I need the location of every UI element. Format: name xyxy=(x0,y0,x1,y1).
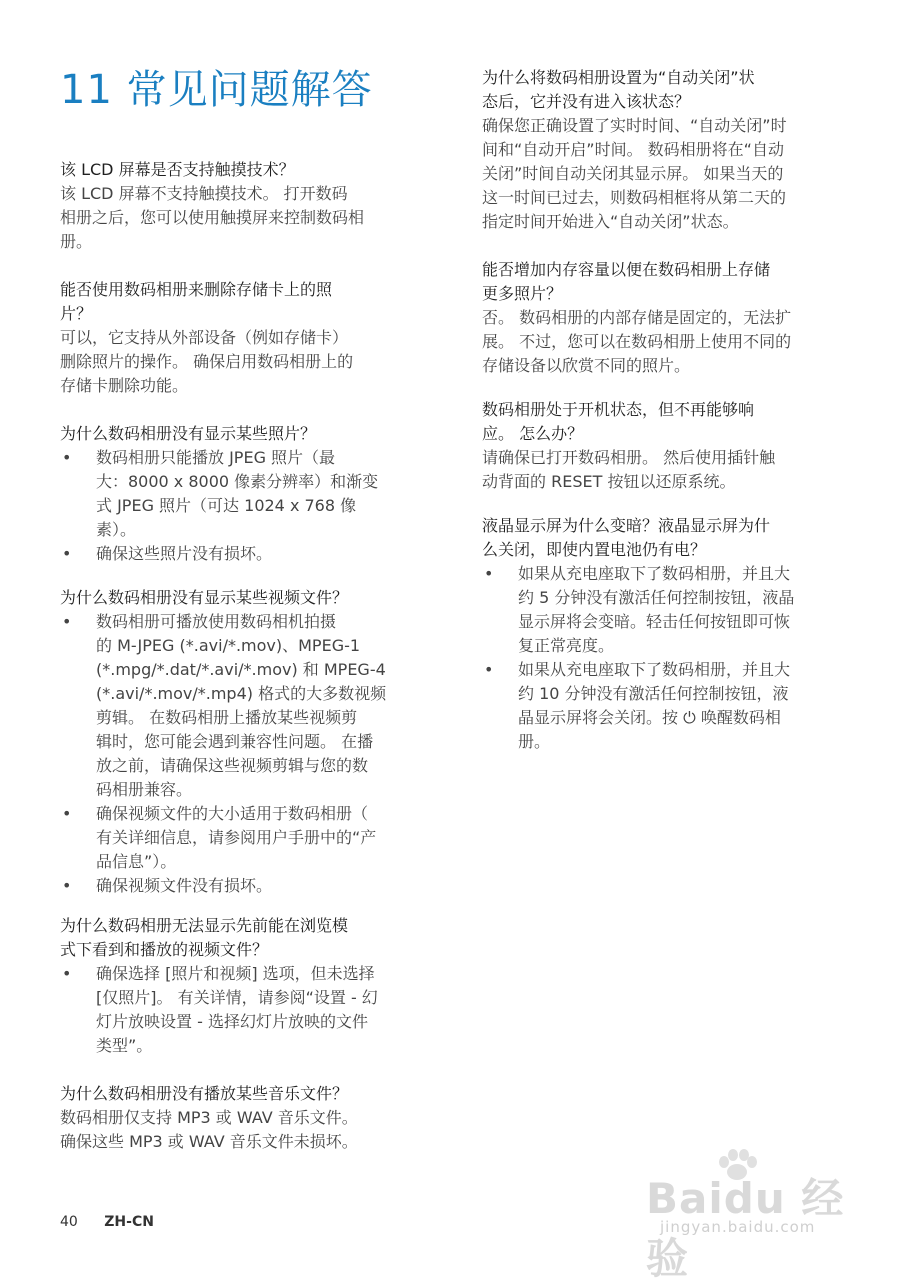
bullet-item xyxy=(60,874,430,898)
question-line: 液晶显示屏为什么变暗？液晶显示屏为什 xyxy=(482,516,771,535)
answer-line: 这一时间已过去，则数码相框将从第二天的 xyxy=(482,188,787,207)
bullet-line: 如果从充电座取下了数码相册，并且大 xyxy=(518,660,791,679)
faq-question xyxy=(482,514,852,562)
bullet-dot-icon: • xyxy=(62,612,72,631)
question-line: 式下看到和播放的视频文件？ xyxy=(60,940,269,959)
faq-question xyxy=(60,914,430,962)
faq-item xyxy=(60,158,430,254)
bullet-line: 剪辑。 在数码相册上播放某些视频剪 xyxy=(96,708,358,727)
question-line: 为什么数码相册没有显示某些照片？ xyxy=(60,424,317,443)
answer-line: 展。 不过，您可以在数码相册上使用不同的 xyxy=(482,332,792,351)
question-line: 该 LCD 屏幕是否支持触摸技术？ xyxy=(60,160,295,179)
faq-answer xyxy=(482,114,852,234)
answer-line: 指定时间开始进入“自动关闭”状态。 xyxy=(482,212,739,231)
bullet-list xyxy=(60,446,430,566)
bullet-line: 约 10 分钟没有激活任何控制按钮，液 xyxy=(518,684,789,703)
faq-question xyxy=(60,422,430,446)
bullet-line: 放之前，请确保这些视频剪辑与您的数 xyxy=(96,756,369,775)
bullet-line: 辑时，您可能会遇到兼容性问题。 在播 xyxy=(96,732,374,751)
faq-question xyxy=(60,1082,430,1106)
faq-item xyxy=(60,1082,430,1154)
faq-item xyxy=(60,422,430,566)
bullet-dot-icon: • xyxy=(484,564,494,583)
bullet-item xyxy=(60,962,430,1058)
faq-question xyxy=(60,586,430,610)
faq-item xyxy=(60,586,430,898)
bullet-line: 确保视频文件的大小适用于数码相册（ xyxy=(96,804,369,823)
answer-line: 存储卡删除功能。 xyxy=(60,376,189,395)
bullet-list xyxy=(60,962,430,1058)
answer-line: 相册之后，您可以使用触摸屏来控制数码相 xyxy=(60,208,365,227)
question-line: 数码相册处于开机状态，但不再能够响 xyxy=(482,400,755,419)
faq-question xyxy=(60,158,430,182)
answer-line: 否。 数码相册的内部存储是固定的，无法扩 xyxy=(482,308,792,327)
answer-line: 删除照片的操作。 确保启用数码相册上的 xyxy=(60,352,354,371)
faq-answer xyxy=(60,326,430,398)
bullet-line: 如果从充电座取下了数码相册，并且大 xyxy=(518,564,791,583)
bullet-item xyxy=(60,542,430,566)
bullet-line: 确保这些照片没有损坏。 xyxy=(96,544,273,563)
faq-answer xyxy=(482,306,852,378)
bullet-item xyxy=(482,562,852,658)
question-line: 态后，它并没有进入该状态？ xyxy=(482,92,691,111)
answer-line: 确保这些 MP3 或 WAV 音乐文件未损坏。 xyxy=(60,1132,358,1151)
faq-item xyxy=(60,278,430,398)
answer-line: 该 LCD 屏幕不支持触摸技术。 打开数码 xyxy=(60,184,348,203)
answer-line: 请确保已打开数码相册。 然后使用插针触 xyxy=(482,448,776,467)
question-line: 么关闭，即使内置电池仍有电？ xyxy=(482,540,707,559)
bullet-dot-icon: • xyxy=(62,804,72,823)
bullet-line: 册。 xyxy=(518,732,551,751)
question-line: 能否使用数码相册来删除存储卡上的照 xyxy=(60,280,333,299)
bullet-line: 品信息”）。 xyxy=(96,852,177,871)
bullet-dot-icon: • xyxy=(62,544,72,563)
faq-item xyxy=(482,514,852,754)
bullet-line: 大：8000 x 8000 像素分辨率）和渐变 xyxy=(96,472,379,491)
question-line: 更多照片？ xyxy=(482,284,563,303)
bullet-line: 灯片放映设置 - 选择幻灯片放映的文件 xyxy=(96,1012,368,1031)
bullet-line: 显示屏将会变暗。轻击任何按钮即可恢 xyxy=(518,612,791,631)
bullet-line: 数码相册只能播放 JPEG 照片（最 xyxy=(96,448,336,467)
question-line: 应。 怎么办？ xyxy=(482,424,584,443)
bullet-item xyxy=(60,802,430,874)
faq-item xyxy=(482,66,852,234)
faq-question xyxy=(482,398,852,446)
bullet-line: 类型”。 xyxy=(96,1036,153,1055)
watermark-logo: Baidu 经验 xyxy=(646,1174,845,1283)
question-line: 为什么数码相册没有播放某些音乐文件？ xyxy=(60,1084,349,1103)
bullet-item xyxy=(60,446,430,542)
bullet-line: (*.mpg/*.dat/*.avi/*.mov) 和 MPEG-4 xyxy=(96,660,386,679)
faq-question xyxy=(482,66,852,114)
answer-line: 数码相册仅支持 MP3 或 WAV 音乐文件。 xyxy=(60,1108,358,1127)
bullet-line: 约 5 分钟没有激活任何控制按钮，液晶 xyxy=(518,588,795,607)
faq-answer xyxy=(60,182,430,254)
bullet-item xyxy=(482,658,852,754)
bullet-line: 复正常亮度。 xyxy=(518,636,615,655)
bullet-line: 确保选择 [照片和视频] 选项，但未选择 xyxy=(96,964,375,983)
answer-line: 存储设备以欣赏不同的照片。 xyxy=(482,356,691,375)
answer-line: 间和“自动开启”时间。 数码相册将在“自动 xyxy=(482,140,784,159)
question-line: 片？ xyxy=(60,304,93,323)
answer-line: 册。 xyxy=(60,232,93,251)
bullet-line: 确保视频文件没有损坏。 xyxy=(96,876,273,895)
faq-answer xyxy=(60,1106,430,1154)
bullet-list xyxy=(60,610,430,898)
answer-line: 确保您正确设置了实时时间、“自动关闭”时 xyxy=(482,116,787,135)
bullet-list xyxy=(482,562,852,754)
bullet-dot-icon: • xyxy=(62,964,72,983)
bullet-line: (*.avi/*.mov/*.mp4) 格式的大多数视频 xyxy=(96,684,387,703)
bullet-dot-icon: • xyxy=(484,660,494,679)
question-line: 为什么数码相册无法显示先前能在浏览模 xyxy=(60,916,349,935)
bullet-line: 的 M-JPEG (*.avi/*.mov)、MPEG-1 xyxy=(96,636,361,655)
faq-question xyxy=(482,258,852,306)
faq-item xyxy=(482,258,852,378)
answer-line: 关闭”时间自动关闭其显示屏。 如果当天的 xyxy=(482,164,784,183)
bullet-line: 式 JPEG 照片（可达 1024 x 768 像 xyxy=(96,496,357,515)
faq-answer xyxy=(482,446,852,494)
question-line: 为什么数码相册没有显示某些视频文件？ xyxy=(60,588,349,607)
bullet-item xyxy=(60,610,430,802)
page-title: 11 常见问题解答 xyxy=(60,67,373,113)
faq-item xyxy=(60,914,430,1058)
bullet-line: [仅照片]。 有关详情，请参阅“设置 - 幻 xyxy=(96,988,378,1007)
page-number: 40 xyxy=(60,1214,78,1230)
answer-line: 动背面的 RESET 按钮以还原系统。 xyxy=(482,472,736,491)
question-line: 为什么将数码相册设置为“自动关闭”状 xyxy=(482,68,755,87)
bullet-line: 晶显示屏将会关闭。按 ⏻ 唤醒数码相 xyxy=(518,708,781,727)
bullet-line: 有关详细信息，请参阅用户手册中的“产 xyxy=(96,828,377,847)
bullet-dot-icon: • xyxy=(62,448,72,467)
language-code: ZH-CN xyxy=(104,1214,154,1230)
bullet-line: 数码相册可播放使用数码相机拍摄 xyxy=(96,612,337,631)
watermark-url: jingyan.baidu.com xyxy=(660,1218,816,1236)
faq-question xyxy=(60,278,430,326)
bullet-dot-icon: • xyxy=(62,876,72,895)
bullet-line: 码相册兼容。 xyxy=(96,780,193,799)
answer-line: 可以，它支持从外部设备（例如存储卡） xyxy=(60,328,349,347)
page-footer xyxy=(60,1214,154,1230)
bullet-line: 素）。 xyxy=(96,520,137,539)
faq-item xyxy=(482,398,852,494)
baidu-watermark xyxy=(640,1148,860,1283)
question-line: 能否增加内存容量以便在数码相册上存储 xyxy=(482,260,771,279)
